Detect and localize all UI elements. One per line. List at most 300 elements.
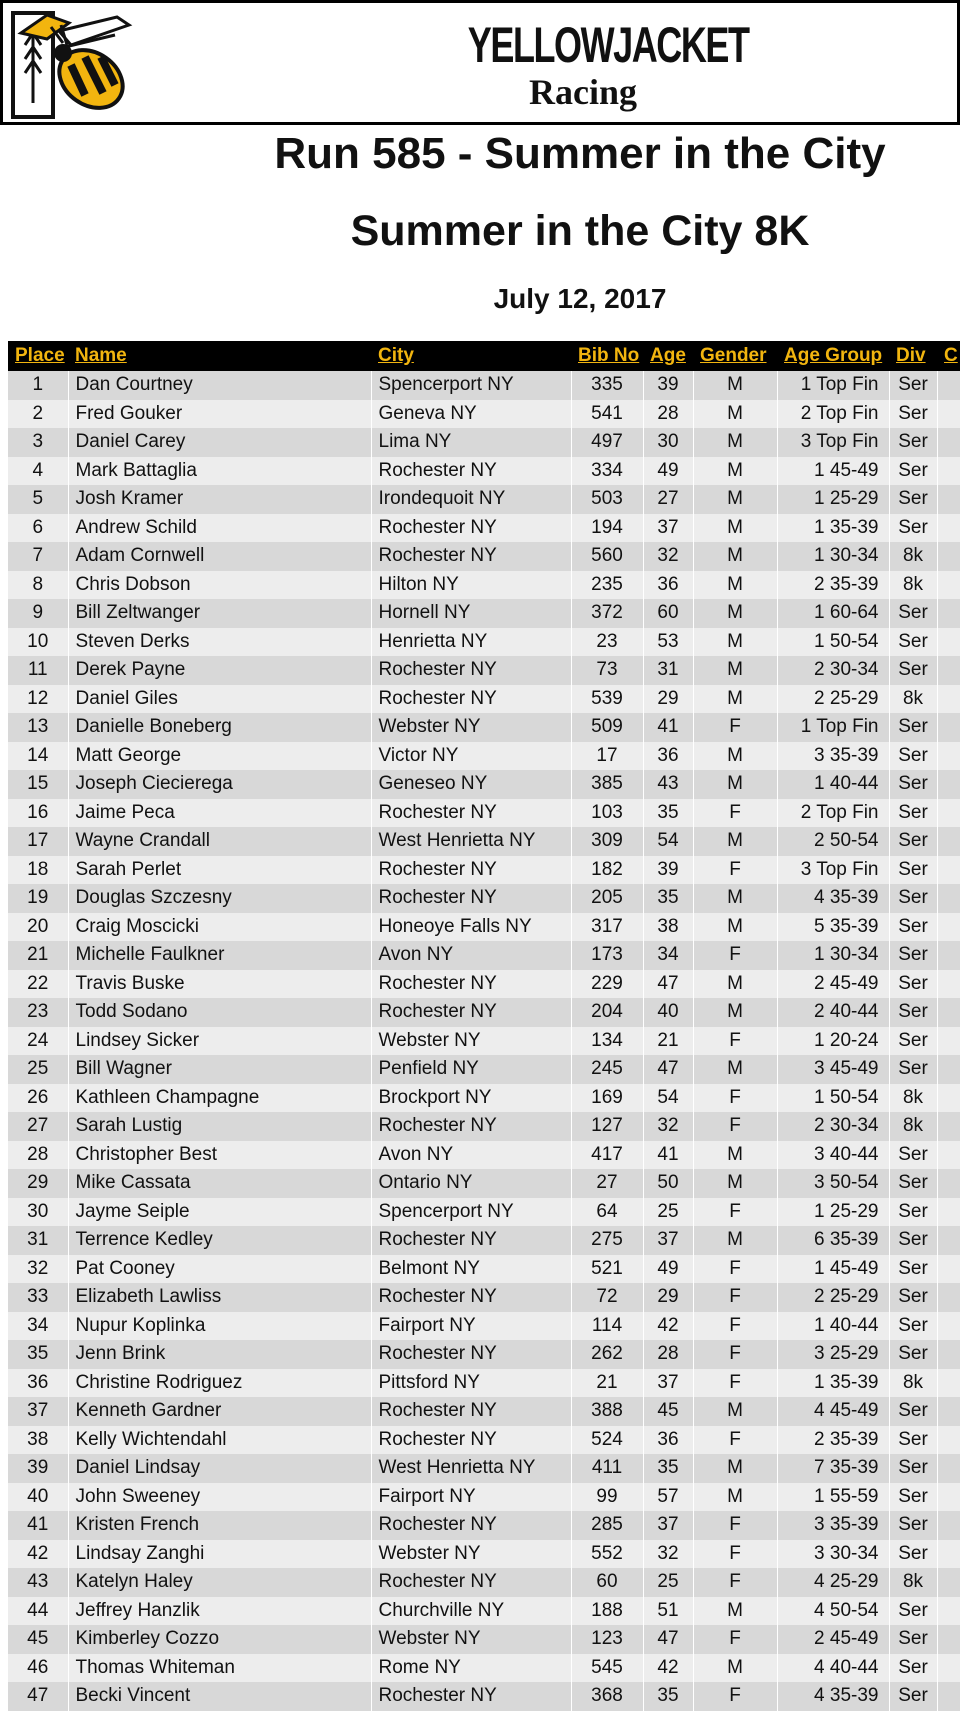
cell-name: Fred Gouker: [68, 400, 371, 429]
cell-age: 30: [643, 428, 693, 457]
cell-bib: 73: [571, 656, 643, 685]
cell-div: Ser: [889, 1169, 937, 1198]
table-row: [8, 970, 960, 999]
cell-bib: 60: [571, 1568, 643, 1597]
cell-name: Kelly Wichtendahl: [68, 1426, 371, 1455]
cell-name: Pat Cooney: [68, 1255, 371, 1284]
cell-div: Ser: [889, 1283, 937, 1312]
cell-name: Derek Payne: [68, 656, 371, 685]
cell-c: [937, 1112, 960, 1141]
cell-place: 19: [8, 884, 68, 913]
table-row: [8, 656, 960, 685]
table-row: [8, 542, 960, 571]
cell-bib: 72: [571, 1283, 643, 1312]
cell-age: 60: [643, 599, 693, 628]
cell-gender: F: [693, 941, 777, 970]
cell-city: Webster NY: [371, 713, 571, 742]
cell-name: Steven Derks: [68, 628, 371, 657]
table-row: [8, 941, 960, 970]
table-row: [8, 1112, 960, 1141]
cell-name: Terrence Kedley: [68, 1226, 371, 1255]
cell-c: [937, 1597, 960, 1626]
cell-age-group: 4 50-54: [777, 1597, 889, 1626]
table-row: [8, 1283, 960, 1312]
results-table: [8, 341, 960, 1711]
cell-place: 32: [8, 1255, 68, 1284]
cell-name: Wayne Crandall: [68, 827, 371, 856]
cell-place: 1: [8, 371, 68, 400]
cell-age: 35: [643, 884, 693, 913]
cell-gender: F: [693, 1112, 777, 1141]
cell-gender: F: [693, 1027, 777, 1056]
cell-bib: 275: [571, 1226, 643, 1255]
cell-age: 37: [643, 1369, 693, 1398]
cell-bib: 229: [571, 970, 643, 999]
cell-name: Josh Kramer: [68, 485, 371, 514]
table-row: [8, 713, 960, 742]
cell-div: Ser: [889, 1141, 937, 1170]
cell-gender: F: [693, 1426, 777, 1455]
cell-c: [937, 770, 960, 799]
cell-bib: 123: [571, 1625, 643, 1654]
table-row: [8, 1055, 960, 1084]
cell-city: Rochester NY: [371, 1426, 571, 1455]
cell-city: Brockport NY: [371, 1084, 571, 1113]
cell-city: Rochester NY: [371, 998, 571, 1027]
cell-place: 15: [8, 770, 68, 799]
cell-place: 17: [8, 827, 68, 856]
cell-age-group: 1 25-29: [777, 1198, 889, 1227]
cell-age: 57: [643, 1483, 693, 1512]
cell-gender: M: [693, 571, 777, 600]
cell-gender: M: [693, 998, 777, 1027]
cell-city: Rochester NY: [371, 799, 571, 828]
table-row: [8, 685, 960, 714]
cell-name: Kathleen Champagne: [68, 1084, 371, 1113]
cell-city: Rome NY: [371, 1654, 571, 1683]
table-row: [8, 1454, 960, 1483]
col-header-div[interactable]: Div: [889, 341, 937, 371]
cell-age: 47: [643, 970, 693, 999]
cell-gender: F: [693, 1312, 777, 1341]
cell-gender: F: [693, 1540, 777, 1569]
table-row: [8, 998, 960, 1027]
cell-name: Sarah Perlet: [68, 856, 371, 885]
cell-age-group: 1 45-49: [777, 457, 889, 486]
cell-bib: 235: [571, 571, 643, 600]
cell-age: 42: [643, 1654, 693, 1683]
table-row: [8, 770, 960, 799]
table-row: [8, 742, 960, 771]
table-row: [8, 1483, 960, 1512]
cell-gender: F: [693, 1682, 777, 1711]
cell-city: Rochester NY: [371, 1568, 571, 1597]
table-row: [8, 1511, 960, 1540]
cell-city: Rochester NY: [371, 856, 571, 885]
cell-age-group: 3 Top Fin: [777, 856, 889, 885]
cell-place: 5: [8, 485, 68, 514]
cell-c: [937, 1169, 960, 1198]
cell-name: Daniel Giles: [68, 685, 371, 714]
cell-gender: M: [693, 884, 777, 913]
cell-bib: 194: [571, 514, 643, 543]
cell-div: Ser: [889, 1397, 937, 1426]
cell-city: Hilton NY: [371, 571, 571, 600]
cell-bib: 114: [571, 1312, 643, 1341]
cell-bib: 411: [571, 1454, 643, 1483]
cell-div: Ser: [889, 656, 937, 685]
cell-age-group: 5 35-39: [777, 913, 889, 942]
cell-gender: M: [693, 514, 777, 543]
cell-div: Ser: [889, 599, 937, 628]
cell-bib: 335: [571, 371, 643, 400]
cell-gender: M: [693, 542, 777, 571]
cell-div: Ser: [889, 428, 937, 457]
cell-name: Thomas Whiteman: [68, 1654, 371, 1683]
cell-age-group: 4 45-49: [777, 1397, 889, 1426]
table-row: [8, 628, 960, 657]
cell-div: Ser: [889, 371, 937, 400]
cell-place: 21: [8, 941, 68, 970]
cell-city: Rochester NY: [371, 685, 571, 714]
cell-name: Craig Moscicki: [68, 913, 371, 942]
table-row: [8, 1141, 960, 1170]
cell-div: 8k: [889, 685, 937, 714]
cell-c: [937, 599, 960, 628]
cell-city: Avon NY: [371, 1141, 571, 1170]
cell-c: [937, 1312, 960, 1341]
cell-gender: M: [693, 770, 777, 799]
cell-c: [937, 970, 960, 999]
cell-name: Daniel Lindsay: [68, 1454, 371, 1483]
cell-city: Rochester NY: [371, 884, 571, 913]
cell-c: [937, 1198, 960, 1227]
cell-bib: 205: [571, 884, 643, 913]
cell-place: 13: [8, 713, 68, 742]
brand-name: YELLOWJACKET: [467, 17, 749, 73]
cell-c: [937, 571, 960, 600]
cell-age: 35: [643, 1454, 693, 1483]
cell-age: 27: [643, 485, 693, 514]
cell-age: 54: [643, 1084, 693, 1113]
cell-age-group: 2 35-39: [777, 571, 889, 600]
cell-city: Rochester NY: [371, 1226, 571, 1255]
cell-place: 33: [8, 1283, 68, 1312]
cell-age-group: 2 30-34: [777, 1112, 889, 1141]
cell-age: 50: [643, 1169, 693, 1198]
cell-name: Nupur Koplinka: [68, 1312, 371, 1341]
cell-bib: 503: [571, 485, 643, 514]
cell-gender: M: [693, 400, 777, 429]
cell-c: [937, 1369, 960, 1398]
cell-place: 35: [8, 1340, 68, 1369]
table-row: [8, 485, 960, 514]
cell-name: Jeffrey Hanzlik: [68, 1597, 371, 1626]
cell-city: Webster NY: [371, 1027, 571, 1056]
cell-div: 8k: [889, 1112, 937, 1141]
cell-div: Ser: [889, 1198, 937, 1227]
col-header-place[interactable]: Place: [8, 341, 68, 371]
cell-place: 12: [8, 685, 68, 714]
cell-name: Adam Cornwell: [68, 542, 371, 571]
cell-age-group: 2 45-49: [777, 970, 889, 999]
cell-c: [937, 713, 960, 742]
table-row: [8, 1340, 960, 1369]
table-row: [8, 571, 960, 600]
cell-gender: F: [693, 1283, 777, 1312]
cell-name: Dan Courtney: [68, 371, 371, 400]
cell-place: 4: [8, 457, 68, 486]
cell-name: Andrew Schild: [68, 514, 371, 543]
table-row: [8, 913, 960, 942]
cell-bib: 521: [571, 1255, 643, 1284]
cell-bib: 173: [571, 941, 643, 970]
cell-div: Ser: [889, 770, 937, 799]
cell-place: 22: [8, 970, 68, 999]
cell-age-group: 1 40-44: [777, 770, 889, 799]
race-title: Summer in the City 8K: [350, 207, 810, 255]
cell-c: [937, 400, 960, 429]
cell-place: 34: [8, 1312, 68, 1341]
cell-gender: M: [693, 1654, 777, 1683]
cell-bib: 541: [571, 400, 643, 429]
cell-age: 47: [643, 1625, 693, 1654]
cell-city: Rochester NY: [371, 1397, 571, 1426]
col-header-age-group[interactable]: Age Group: [777, 341, 889, 371]
cell-place: 29: [8, 1169, 68, 1198]
col-header-city[interactable]: City: [371, 341, 571, 371]
cell-age: 32: [643, 1540, 693, 1569]
cell-bib: 317: [571, 913, 643, 942]
cell-bib: 417: [571, 1141, 643, 1170]
cell-bib: 560: [571, 542, 643, 571]
cell-place: 38: [8, 1426, 68, 1455]
cell-age-group: 3 30-34: [777, 1540, 889, 1569]
cell-age-group: 3 35-39: [777, 1511, 889, 1540]
cell-place: 27: [8, 1112, 68, 1141]
cell-city: Rochester NY: [371, 970, 571, 999]
cell-name: Danielle Boneberg: [68, 713, 371, 742]
event-date: July 12, 2017: [493, 283, 667, 314]
cell-age: 36: [643, 1426, 693, 1455]
cell-place: 45: [8, 1625, 68, 1654]
cell-age: 39: [643, 371, 693, 400]
cell-div: Ser: [889, 1597, 937, 1626]
cell-place: 14: [8, 742, 68, 771]
table-row: [8, 1654, 960, 1683]
cell-gender: F: [693, 856, 777, 885]
cell-city: Spencerport NY: [371, 371, 571, 400]
cell-gender: M: [693, 428, 777, 457]
cell-div: Ser: [889, 1682, 937, 1711]
table-row: [8, 827, 960, 856]
cell-age: 41: [643, 713, 693, 742]
cell-c: [937, 1540, 960, 1569]
cell-place: 10: [8, 628, 68, 657]
cell-age: 54: [643, 827, 693, 856]
cell-bib: 509: [571, 713, 643, 742]
cell-age: 41: [643, 1141, 693, 1170]
cell-c: [937, 1483, 960, 1512]
cell-bib: 334: [571, 457, 643, 486]
results-body: [8, 371, 960, 1711]
cell-city: Churchville NY: [371, 1597, 571, 1626]
cell-city: Henrietta NY: [371, 628, 571, 657]
cell-age-group: 1 30-34: [777, 542, 889, 571]
cell-div: Ser: [889, 1255, 937, 1284]
cell-c: [937, 913, 960, 942]
col-header-name[interactable]: Name: [68, 341, 371, 371]
cell-place: 6: [8, 514, 68, 543]
cell-gender: F: [693, 1625, 777, 1654]
cell-c: [937, 656, 960, 685]
table-row: [8, 1369, 960, 1398]
cell-c: [937, 1426, 960, 1455]
cell-age: 32: [643, 542, 693, 571]
cell-city: Rochester NY: [371, 1283, 571, 1312]
cell-age-group: 1 Top Fin: [777, 713, 889, 742]
cell-c: [937, 1255, 960, 1284]
cell-age: 38: [643, 913, 693, 942]
cell-c: [937, 1084, 960, 1113]
header-banner: [0, 0, 960, 125]
cell-age-group: 1 60-64: [777, 599, 889, 628]
table-row: [8, 1226, 960, 1255]
cell-gender: M: [693, 599, 777, 628]
cell-name: Elizabeth Lawliss: [68, 1283, 371, 1312]
cell-name: Christine Rodriguez: [68, 1369, 371, 1398]
cell-gender: M: [693, 1483, 777, 1512]
cell-gender: M: [693, 1454, 777, 1483]
cell-div: Ser: [889, 1654, 937, 1683]
event-title: Run 585 - Summer in the City: [274, 129, 886, 178]
cell-bib: 368: [571, 1682, 643, 1711]
cell-age-group: 4 25-29: [777, 1568, 889, 1597]
cell-bib: 309: [571, 827, 643, 856]
col-header-bib[interactable]: Bib No: [571, 341, 643, 371]
table-row: [8, 1625, 960, 1654]
table-row: [8, 514, 960, 543]
cell-place: 26: [8, 1084, 68, 1113]
cell-c: [937, 1454, 960, 1483]
cell-age-group: 1 Top Fin: [777, 371, 889, 400]
cell-c: [937, 884, 960, 913]
cell-div: Ser: [889, 514, 937, 543]
cell-name: Todd Sodano: [68, 998, 371, 1027]
cell-bib: 17: [571, 742, 643, 771]
cell-place: 36: [8, 1369, 68, 1398]
cell-name: Mike Cassata: [68, 1169, 371, 1198]
cell-age-group: 2 25-29: [777, 685, 889, 714]
cell-bib: 539: [571, 685, 643, 714]
cell-age-group: 3 25-29: [777, 1340, 889, 1369]
cell-bib: 27: [571, 1169, 643, 1198]
cell-gender: F: [693, 1198, 777, 1227]
cell-div: Ser: [889, 1340, 937, 1369]
cell-div: Ser: [889, 1312, 937, 1341]
cell-age-group: 1 25-29: [777, 485, 889, 514]
cell-div: Ser: [889, 1454, 937, 1483]
cell-c: [937, 1027, 960, 1056]
cell-bib: 372: [571, 599, 643, 628]
cell-age-group: 2 Top Fin: [777, 799, 889, 828]
cell-age: 51: [643, 1597, 693, 1626]
cell-city: Irondequoit NY: [371, 485, 571, 514]
cell-age: 25: [643, 1198, 693, 1227]
cell-gender: M: [693, 628, 777, 657]
cell-name: Bill Wagner: [68, 1055, 371, 1084]
cell-city: Geneseo NY: [371, 770, 571, 799]
cell-age-group: 4 35-39: [777, 1682, 889, 1711]
cell-place: 11: [8, 656, 68, 685]
cell-city: Spencerport NY: [371, 1198, 571, 1227]
cell-city: Honeoye Falls NY: [371, 913, 571, 942]
cell-age: 28: [643, 400, 693, 429]
cell-div: Ser: [889, 1027, 937, 1056]
cell-gender: M: [693, 457, 777, 486]
cell-place: 8: [8, 571, 68, 600]
cell-bib: 388: [571, 1397, 643, 1426]
cell-place: 24: [8, 1027, 68, 1056]
cell-bib: 545: [571, 1654, 643, 1683]
cell-age: 28: [643, 1340, 693, 1369]
cell-c: [937, 1682, 960, 1711]
cell-div: Ser: [889, 827, 937, 856]
col-header-age[interactable]: Age: [643, 341, 693, 371]
cell-div: 8k: [889, 571, 937, 600]
cell-place: 2: [8, 400, 68, 429]
cell-div: Ser: [889, 485, 937, 514]
cell-place: 23: [8, 998, 68, 1027]
cell-age: 21: [643, 1027, 693, 1056]
cell-gender: M: [693, 485, 777, 514]
cell-city: Webster NY: [371, 1540, 571, 1569]
cell-gender: F: [693, 713, 777, 742]
cell-age: 36: [643, 742, 693, 771]
cell-div: Ser: [889, 457, 937, 486]
cell-place: 31: [8, 1226, 68, 1255]
cell-age-group: 2 35-39: [777, 1426, 889, 1455]
cell-age-group: 1 35-39: [777, 514, 889, 543]
cell-gender: M: [693, 827, 777, 856]
cell-age-group: 1 40-44: [777, 1312, 889, 1341]
col-header-gender[interactable]: Gender: [693, 341, 777, 371]
table-row: [8, 884, 960, 913]
cell-city: Rochester NY: [371, 1112, 571, 1141]
cell-bib: 169: [571, 1084, 643, 1113]
table-row: [8, 457, 960, 486]
table-row: [8, 1426, 960, 1455]
cell-name: Daniel Carey: [68, 428, 371, 457]
cell-bib: 103: [571, 799, 643, 828]
cell-bib: 134: [571, 1027, 643, 1056]
cell-c: [937, 485, 960, 514]
col-header-c[interactable]: C: [937, 341, 960, 371]
cell-gender: M: [693, 685, 777, 714]
cell-age-group: 1 50-54: [777, 1084, 889, 1113]
cell-age-group: 1 30-34: [777, 941, 889, 970]
cell-age: 37: [643, 1226, 693, 1255]
cell-div: Ser: [889, 1226, 937, 1255]
cell-age: 37: [643, 1511, 693, 1540]
cell-city: Fairport NY: [371, 1312, 571, 1341]
cell-bib: 245: [571, 1055, 643, 1084]
cell-age: 53: [643, 628, 693, 657]
cell-c: [937, 628, 960, 657]
table-header-row: [8, 341, 960, 371]
cell-c: [937, 742, 960, 771]
cell-c: [937, 457, 960, 486]
